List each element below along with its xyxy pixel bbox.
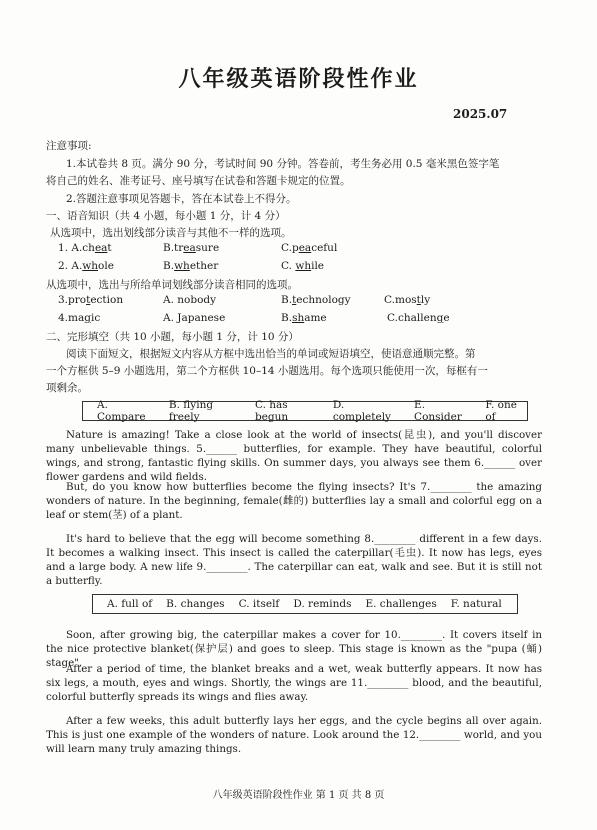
question-1-a: 1. A.cheat — [58, 242, 112, 254]
notice-line1b: 将自己的姓名、准考证号、座号填写在试卷和答题卡规定的位置。 — [46, 175, 351, 187]
notice-line2: 2.答题注意事项见答题卡，答在本试卷上不得分。 — [66, 193, 297, 205]
section2-instruction-c: 项剩余。 — [46, 382, 88, 394]
section2-instruction-a: 阅读下面短文，根据短文内容从方框中选出恰当的单词或短语填空，使语意通顺完整。第 — [66, 348, 476, 360]
word-box-2-option: D. reminds — [293, 598, 352, 610]
word-box-2-option: E. challenges — [365, 598, 437, 610]
notice-line1a: 1.本试卷共 8 页。满分 90 分，考试时间 90 分钟。答卷前，考生务必用 0.5 毫米黑色签字笔 — [66, 158, 500, 170]
passage-paragraph-2: But, do you know how butterflies become the flying insects? It's 7.________ the amazing wonders of nature. In the beginning, female(雌的) butterflies lay a small and colorful egg on a leaf or stem(茎) of a plant. — [46, 481, 542, 521]
passage-paragraph-1: Nature is amazing! Take a close look at the world of insects(昆虫), and you'll discover many unbelievable things. 5.______ butterflies, for example. They have beautiful, colorful wings, and strong, fantastic flying skills. On summer days, you always see them 6.______ over flower gardens and wild fields. — [46, 429, 542, 483]
section2-instruction-b: 一个方框供 5–9 小题选用，第二个方框供 10–14 小题选用。每个选项只能使用一次，每框有一 — [46, 365, 488, 377]
question-3-word: 3.protection — [58, 294, 124, 306]
passage-paragraph-3: It's hard to believe that the egg will become something 8.________ different in a few days. It becomes a walking insect. This insect is called the caterpillar(毛虫). It now has legs, eyes and a large body. A new life 9.________. The caterpillar can eat, walk and see. But it is still not a butterfly. — [46, 533, 542, 587]
section1-heading: 一、语音知识（共 4 小题，每小题 1 分，计 4 分） — [46, 210, 286, 222]
question-2-c: C. while — [281, 260, 325, 272]
word-box-1-option: B. flying freely — [168, 399, 214, 423]
word-box-1-option: C. has begun — [254, 399, 289, 423]
date: 2025.07 — [453, 107, 508, 121]
word-box-1 — [82, 401, 528, 421]
word-box-2-option: B. changes — [166, 598, 225, 610]
question-3-b: B.technology — [281, 294, 351, 306]
word-box-1-option: D. completely — [332, 399, 391, 423]
question-1-c: C.peaceful — [281, 242, 338, 254]
passage-paragraph-6: After a few weeks, this adult butterfly lays her eggs, and the cycle begins all over again. This is just one example of the wonders of nature. Look around the 12.________ world, and you will learn many truly amazing things. — [46, 715, 542, 755]
question-2-a: 2. A.whole — [58, 260, 114, 272]
section1-instruction1: 从选项中，选出划线部分读音与其他不一样的选项。 — [50, 227, 292, 239]
page-title: 八年级英语阶段性作业 — [178, 66, 419, 92]
word-box-1-option: A. Compare — [97, 399, 146, 423]
question-4-word: 4.magic — [58, 312, 101, 324]
section1-instruction2: 从选项中，选出与所给单词划线部分读音相同的选项。 — [46, 279, 298, 291]
question-3-c: C.mostly — [384, 294, 431, 306]
question-4-a: A. Japanese — [163, 312, 226, 324]
word-box-2 — [92, 594, 518, 614]
word-box-1-option: E. Consider — [414, 399, 462, 423]
word-box-2-option: A. full of — [107, 598, 153, 610]
notice-heading: 注意事项: — [46, 140, 92, 152]
question-4-b: B.shame — [281, 312, 327, 324]
passage-paragraph-5: After a period of time, the blanket breaks and a wet, weak butterfly appears. It now has six legs, a mouth, eyes and wings. Shortly, the wings are 11.________ blood, and the beautiful, colorful butterfly spreads its wings and flies away. — [46, 663, 542, 703]
question-4-c: C.challenge — [387, 312, 450, 324]
section2-heading: 二、完形填空（共 10 小题，每小题 1 分，计 10 分） — [46, 331, 299, 343]
word-box-2-option: F. natural — [450, 598, 502, 610]
question-2-b: B.whether — [163, 260, 219, 272]
question-1-b: B.treasure — [163, 242, 220, 254]
page-footer: 八年级英语阶段性作业 第 1 页 共 8 页 — [212, 790, 385, 801]
passage-paragraph-4: Soon, after growing big, the caterpillar makes a cover for 10.________. It covers itself in the nice protective blanket(保护层) and goes to sleep. This stage is known as the "pupa (蛹) stage". — [46, 629, 542, 669]
question-3-a: A. nobody — [163, 294, 217, 306]
word-box-2-option: C. itself — [238, 598, 280, 610]
word-box-1-option: F. one of — [485, 399, 517, 423]
